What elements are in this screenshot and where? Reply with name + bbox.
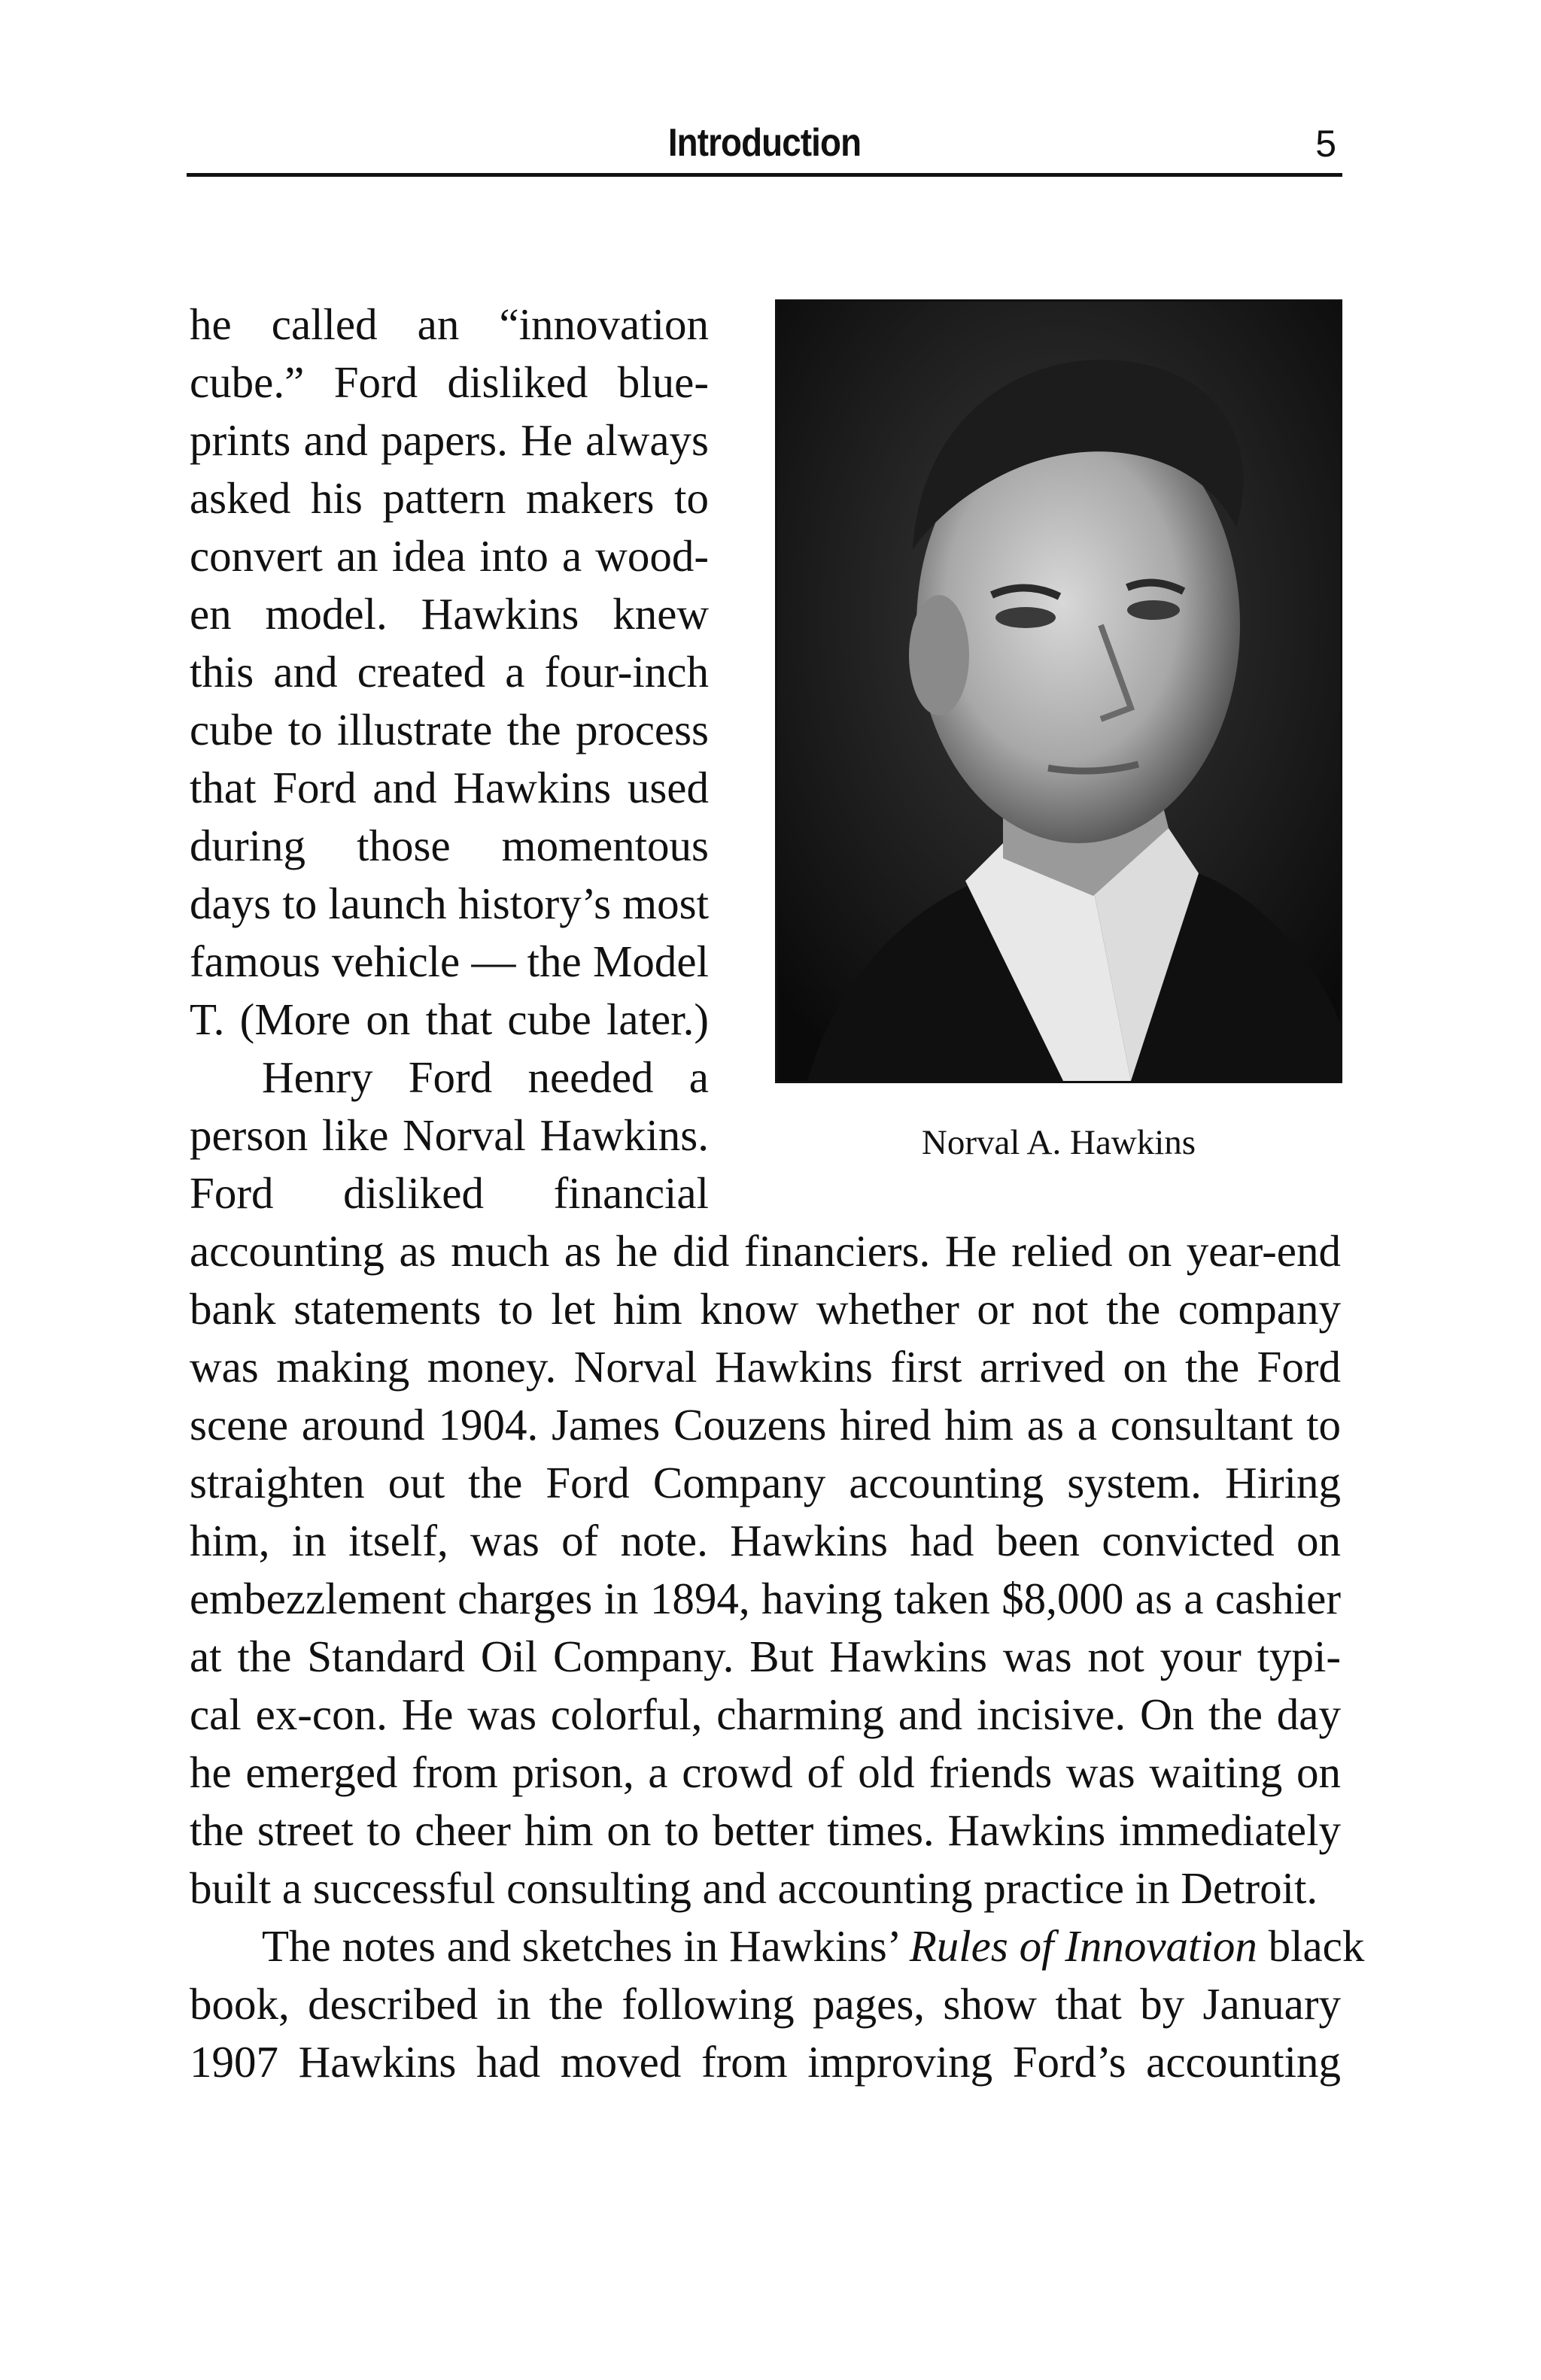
text-segment: black <box>1257 1921 1365 1971</box>
text-line: days to launch history’s most <box>190 879 709 928</box>
book-title: Rules of Innovation <box>909 1921 1257 1971</box>
text-line: T. (More on that cube later.) <box>190 994 709 1044</box>
running-header <box>187 113 1342 177</box>
text-line: bank statements to let him know whether or not the company <box>190 1284 1341 1334</box>
wrapped-text-column <box>190 296 709 1222</box>
text-line: embezzlement charges in 1894, having taken $8,000 as a cashier <box>190 1574 1341 1623</box>
photo-caption: Norval A. Hawkins <box>921 1123 1196 1162</box>
text-line: cube to illustrate the process <box>190 705 709 754</box>
page-number: 5 <box>1315 123 1336 165</box>
text-line: prints and papers. He always <box>190 415 709 465</box>
text-line: during those momentous <box>190 821 709 870</box>
text-line: he called an “innovation <box>190 299 709 349</box>
text-line: en model. Hawkins knew <box>190 589 709 639</box>
portrait-image <box>777 302 1340 1081</box>
body-text <box>190 1222 1365 2091</box>
text-segment: The notes and sketches in Hawkins’ <box>262 1921 910 1971</box>
text-line: asked his pattern makers to <box>190 473 709 523</box>
text-line: that Ford and Hawkins used <box>190 763 709 812</box>
text-line: person like Norval Hawkins. <box>190 1110 709 1160</box>
text-line: accounting as much as he did financiers. He relied on year-end <box>190 1226 1341 1276</box>
text-line: straighten out the Ford Company accounting system. Hiring <box>190 1458 1341 1507</box>
text-line: this and created a four-inch <box>190 647 709 697</box>
text-line: cal ex-con. He was colorful, charming and incisive. On the day <box>190 1689 1341 1739</box>
portrait-photo <box>775 299 1342 1083</box>
text-line: was making money. Norval Hawkins first arrived on the Ford <box>190 1342 1341 1392</box>
text-line: the street to cheer him on to better times. Hawkins immediately <box>190 1805 1341 1855</box>
text-line: Henry Ford needed a <box>262 1052 709 1102</box>
text-line: cube.” Ford disliked blue- <box>190 357 709 407</box>
text-line: book, described in the following pages, show that by January <box>190 1979 1341 2029</box>
text-line: Ford disliked financial <box>190 1168 709 1218</box>
text-line: famous vehicle — the Model <box>190 937 709 986</box>
text-line: he emerged from prison, a crowd of old friends was waiting on <box>190 1747 1341 1797</box>
text-line: convert an idea into a wood- <box>190 531 709 581</box>
text-line: built a successful consulting and accounting practice in Detroit. <box>190 1863 1318 1913</box>
text-line: him, in itself, was of note. Hawkins had been convicted on <box>190 1516 1341 1565</box>
text-line: at the Standard Oil Company. But Hawkins was not your typi- <box>190 1632 1341 1681</box>
text-line: 1907 Hawkins had moved from improving Ford’s accounting <box>190 2037 1341 2087</box>
text-line: scene around 1904. James Couzens hired him as a consultant to <box>190 1400 1341 1450</box>
text-line <box>190 1917 1365 1975</box>
running-header-title: Introduction <box>667 121 862 165</box>
